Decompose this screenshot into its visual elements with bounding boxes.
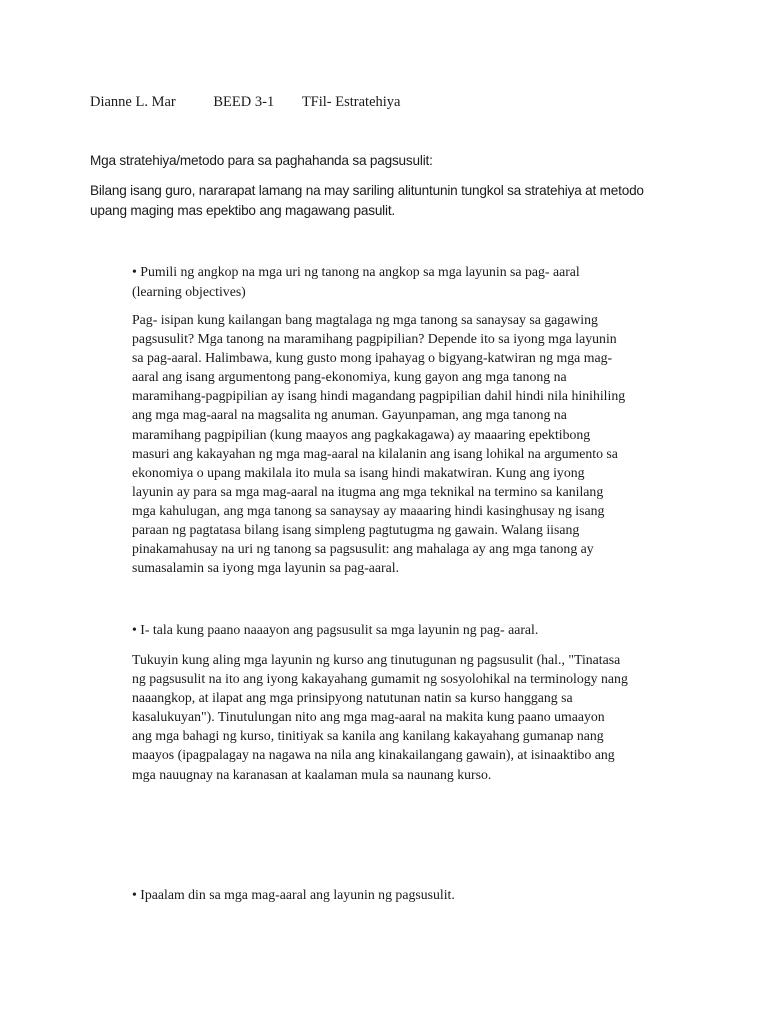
text-line: ekonomiya o upang makilala ito mula sa isang hindi makatwiran. Kung ang iyong [132,464,585,480]
bullet-text: • I- tala kung paano naaayon ang pagsusulit sa mga layunin ng pag- aaral. [132,622,539,637]
bullet-text: (learning objectives) [132,283,246,299]
intro-heading: Mga stratehiya/metodo para sa paghahanda sa pagsusulit: [90,153,433,168]
document-header [90,94,400,111]
text-line: ang mga bahagi ng kurso, tinitiyak sa kanila ang kanilang kakayahang gumanap nang [132,728,604,744]
section-1-paragraph [132,310,692,577]
text-line: Bilang isang guro, nararapat lamang na may sariling alituntunin tungkol sa stratehiya at metodo [90,183,644,198]
course-section: BEED 3-1 [213,94,275,110]
text-line: ng pagsusulit na ito ang iyong kakayahang gumamit ng sosyolohikal na terminology nang [132,671,628,687]
bullet-item-3 [132,885,692,905]
subject-title: TFil- Estratehiya [301,94,401,110]
text-line: sa pag-aaral. Halimbawa, kung gusto mong ipahayag o bigyang-katwiran ng mga mag- [132,350,613,366]
text-line: kasalukuyan"). Tinutulungan nito ang mga mag-aaral na makita kung paano umaayon [132,709,605,725]
text-line: maramihang pagpipilian (kung maayos ang pagkakagawa) ay maaaring epektibong [132,426,591,442]
intro-paragraph [90,181,690,220]
text-line: maayos (ipagpalagay na nagawa na nila ang kinakailangang gawain), at isinaaktibo ang [132,747,615,763]
text-line: maramihang-pagpipilian ay isang hindi magandang pagpipilian dahil hindi nila hinihiling [132,388,626,404]
author-name: Dianne L. Mar [90,94,176,110]
bullet-item-1 [132,262,692,301]
text-line: mga kahulugan, ang mga tanong sa sanaysay ay maaaring hindi kasinghusay ng isang [132,502,605,518]
bullet-item-2 [132,620,692,640]
text-line: upang maging mas epektibo ang magawang pasulit. [90,202,395,218]
text-line: layunin ay para sa mga mag-aaral na itugma ang mga teknikal na termino sa kanilang [132,483,604,499]
text-line: aaral ang isang argumentong pang-ekonomiya, kung gayon ang mga tanong na [132,369,567,385]
text-line: pinakamahusay na uri ng tanong sa pagsusulit: ang mahalaga ay ang mga tanong ay [132,541,594,557]
text-line: ang mga mag-aaral na magsalita ng anuman. Gayunpaman, ang mga tanong na [132,407,567,423]
bullet-text: • Ipaalam din sa mga mag-aaral ang layunin ng pagsusulit. [132,887,455,902]
text-line: masuri ang kakayahan ng mga mag-aaral na kilalanin ang isang lohikal na argumento sa [132,445,618,461]
text-line: paraan ng pagtatasa bilang isang simpleng pagtutugma ng gawain. Walang iisang [132,522,580,538]
section-2-paragraph [132,650,692,784]
text-line: sumasalamin sa iyong mga layunin sa pag-aaral. [132,560,400,576]
bullet-text: • Pumili ng angkop na mga uri ng tanong na angkop sa mga layunin sa pag- aaral [132,264,580,279]
text-line: mga nauugnay na karanasan at kaalaman mula sa naunang kurso. [132,766,492,782]
text-line: Pag- isipan kung kailangan bang magtalaga ng mga tanong sa sanaysay sa gagawing [132,312,598,327]
text-line: Tukuyin kung aling mga layunin ng kurso ang tinutugunan ng pagsusulit (hal., "Tinatasa [132,652,621,667]
text-line: naaangkop, at ilapat ang mga prinsipyong natutunan natin sa kurso hanggang sa [132,690,573,706]
text-line: pagsusulit? Mga tanong na maramihang pagpipilian? Depende ito sa iyong mga layunin [132,331,617,347]
